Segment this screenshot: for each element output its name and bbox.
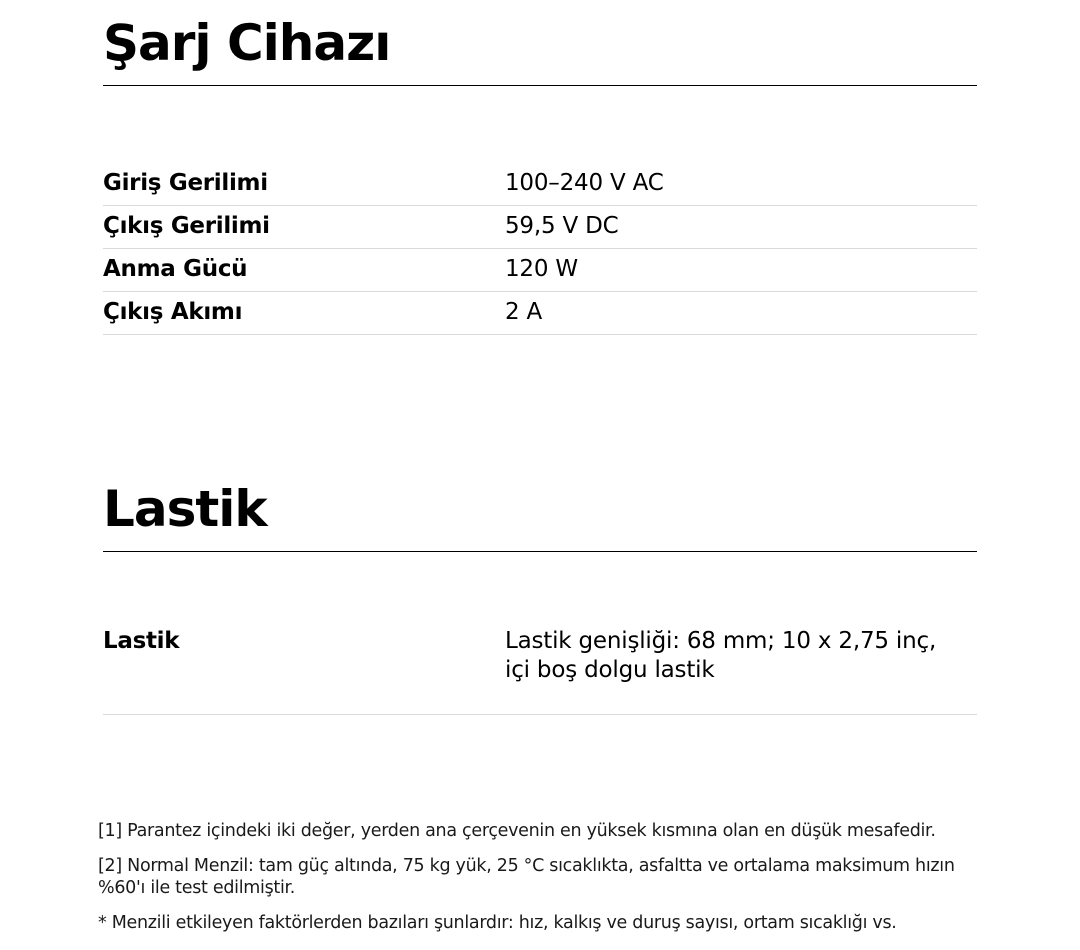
spec-value: 2 A bbox=[505, 299, 543, 325]
spec-value: 59,5 V DC bbox=[505, 213, 619, 239]
spec-value: Lastik genişliği: 68 mm; 10 x 2,75 inç, içi boş dolgu lastik bbox=[505, 628, 937, 683]
charger-section-title: Şarj Cihazı bbox=[103, 14, 391, 72]
charger-spec-table bbox=[103, 163, 977, 335]
spec-value: 100–240 V AC bbox=[505, 170, 664, 196]
spec-label: Çıkış Gerilimi bbox=[103, 213, 270, 239]
footnote-2: [2] Normal Menzil: tam güç altında, 75 kg yük, 25 °C sıcaklıkta, asfaltta ve ortalama maksimum hızın %60'ı ile test edilmiştir. bbox=[98, 856, 955, 898]
spec-label: Lastik bbox=[103, 628, 180, 654]
spec-row bbox=[103, 163, 977, 206]
spec-label: Anma Gücü bbox=[103, 256, 248, 282]
spec-label: Çıkış Akımı bbox=[103, 299, 243, 325]
tire-spec-table bbox=[103, 607, 977, 715]
spec-row bbox=[103, 292, 977, 335]
footnote-note: * Menzili etkileyen faktörlerden bazıları şunlardır: hız, kalkış ve duruş sayısı, ortam sıcaklığı vs. bbox=[98, 913, 897, 933]
charger-title-divider bbox=[103, 85, 977, 86]
footnotes bbox=[98, 820, 978, 947]
tire-title-divider bbox=[103, 551, 977, 552]
spec-row bbox=[103, 607, 977, 715]
spec-value: 120 W bbox=[505, 256, 578, 282]
tire-section-title: Lastik bbox=[103, 480, 267, 538]
spec-row bbox=[103, 249, 977, 292]
spec-label: Giriş Gerilimi bbox=[103, 170, 268, 196]
spec-row bbox=[103, 206, 977, 249]
footnote-1: [1] Parantez içindeki iki değer, yerden ana çerçevenin en yüksek kısmına olan en düşük mesafedir. bbox=[98, 821, 936, 841]
